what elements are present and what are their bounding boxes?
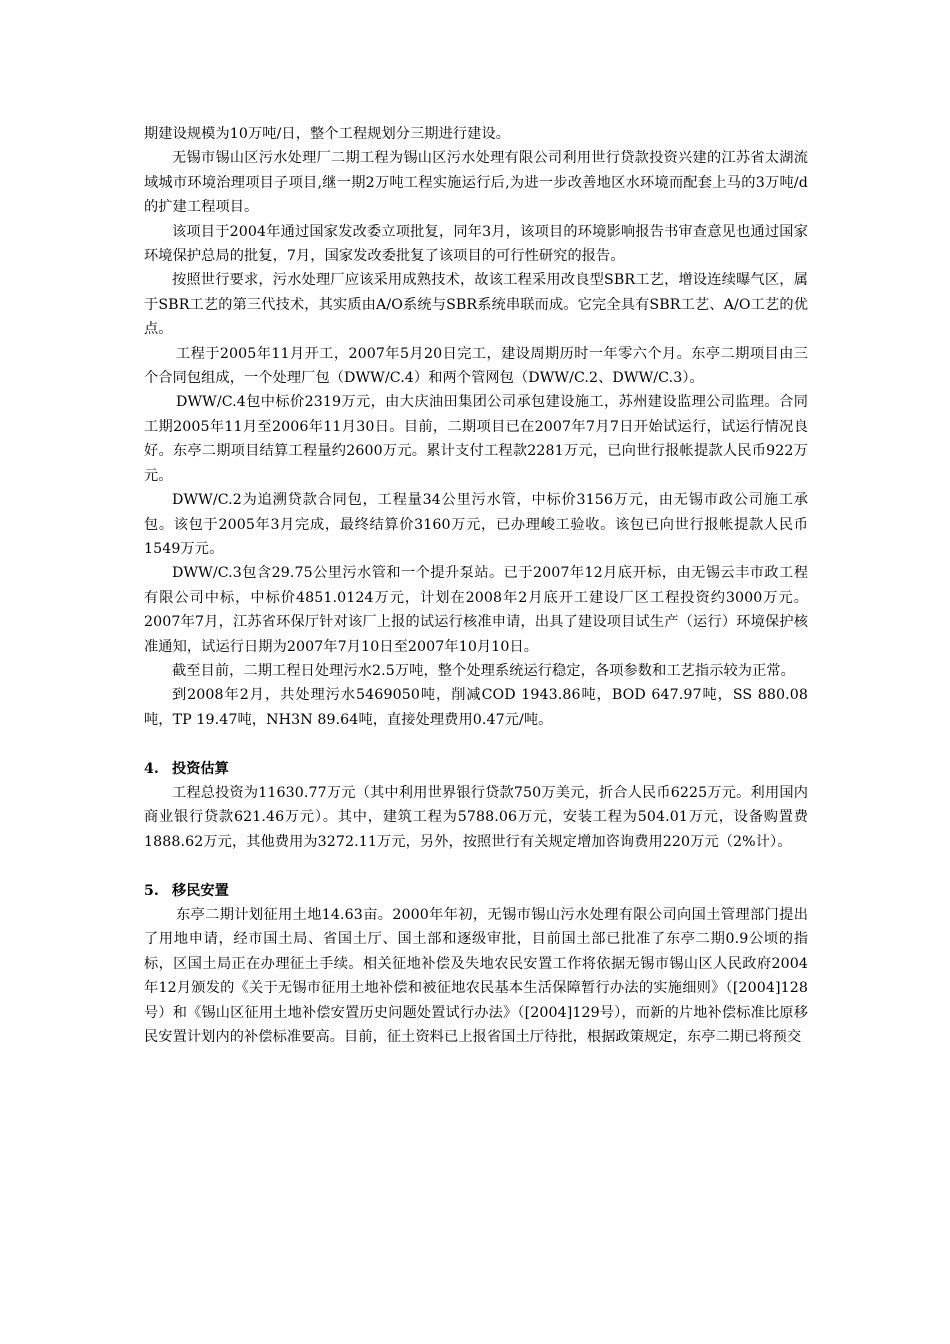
paragraph: DWW/C.4包中标价2319万元，由大庆油田集团公司承包建设施工，苏州建设监理公司监理。合同工期2005年11月至2006年11月30日。目前，二期项目已在2007年7月7日开始试运行，试运行情况良好。东亭二期项目结算工程量约2600万元。累计支付工程款2281万元，已向世行报帐提款人民币922万元。 bbox=[144, 394, 808, 484]
spacer bbox=[144, 732, 808, 756]
paragraph: 按照世行要求，污水处理厂应该采用成熟技术，故该工程采用改良型SBR工艺，增设连续曝气区，属于SBR工艺的第三代技术，其实质由A/O系统与SBR系统串联而成。它完全具有SBR工艺、A/O工艺的优点。 bbox=[144, 272, 808, 338]
section-number: 4. bbox=[144, 760, 159, 777]
section-number: 5. bbox=[144, 882, 159, 899]
paragraph: 到2008年2月，共处理污水5469050吨，削减COD 1943.86吨，BOD 647.97吨，SS 880.08吨，TP 19.47吨，NH3N 89.64吨，直接处理费用0.47元/吨。 bbox=[144, 687, 808, 728]
section-title: 投资估算 bbox=[172, 760, 229, 777]
section-heading-investment bbox=[144, 757, 808, 781]
paragraph: DWW/C.3包含29.75公里污水管和一个提升泵站。已于2007年12月底开标，由无锡云丰市政工程有限公司中标，中标价4851.0124万元，计划在2008年2月底开工建设厂区工程投资约3000万元。2007年7月，江苏省环保厅针对该厂上报的试运行核准申请，出具了建设项目试生产（运行）环境保护核准通知，试运行日期为2007年7月10日至2007年10月10日。 bbox=[144, 565, 808, 655]
paragraph: 截至目前，二期工程日处理污水2.5万吨，整个处理系统运行稳定，各项参数和工艺指示较为正常。 bbox=[172, 662, 795, 679]
paragraph: 无锡市锡山区污水处理厂二期工程为锡山区污水处理有限公司利用世行贷款投资兴建的江苏省太湖流域城市环境治理项目子项目,继一期2万吨工程实施运行后,为进一步改善地区水环境而配套上马的3万吨/d的扩建工程项目。 bbox=[144, 150, 808, 216]
paragraph: 工程于2005年11月开工，2007年5月20日完工，建设周期历时一年零六个月。东亭二期项目由三个合同包组成，一个处理厂包（DWW/C.4）和两个管网包（DWW/C.2、DWW/C.3）。 bbox=[144, 345, 808, 387]
section-heading-resettlement bbox=[144, 879, 808, 903]
paragraph: 该项目于2004年通过国家发改委立项批复，同年3月，该项目的环境影响报告书审查意见也通过国家环境保护总局的批复，7月，国家发改委批复了该项目的可行性研究的报告。 bbox=[144, 223, 808, 265]
paragraph: 期建设规模为10万吨/日，整个工程规划分三期进行建设。 bbox=[144, 126, 511, 142]
spacer bbox=[144, 854, 808, 878]
paragraph: 东亭二期计划征用土地14.63亩。2000年年初，无锡市锡山污水处理有限公司向国土管理部门提出了用地申请，经市国土局、省国土厅、国土部和逐级审批，目前国土部已批准了东亭二期0.9公顷的指标，区国土局正在办理征土手续。相关征地补偿及失地农民安置工作将依据无锡市锡山区人民政府2004年12月颁发的《关于无锡市征用土地补偿和被征地农民基本生活保障暂行办法的实施细则》（[2004]128号）和《锡山区征用土地补偿安置历史问题处置试行办法》（[2004]129号），而新的片地补偿标准比原移民安置计划内的补偿标准要高。目前，征土资料已上报省国土厅待批，根据政策规定，东亭二期已将预交 bbox=[144, 906, 808, 1045]
section-title: 移民安置 bbox=[172, 882, 229, 899]
document-body bbox=[144, 122, 808, 1049]
paragraph: DWW/C.2为追溯贷款合同包，工程量34公里污水管，中标价3156万元，由无锡市政公司施工承包。该包于2005年3月完成，最终结算价3160万元，已办理峻工验收。该包已向世行报帐提款人民币1549万元。 bbox=[144, 492, 808, 557]
paragraph: 工程总投资为11630.77万元（其中利用世界银行贷款750万美元，折合人民币6225万元。利用国内商业银行贷款621.46万元）。其中，建筑工程为5788.06万元，安装工程为504.01万元，设备购置费1888.62万元，其他费用为3272.11万元，另外，按照世行有关规定增加咨询费用220万元（2%计）。 bbox=[144, 784, 808, 850]
